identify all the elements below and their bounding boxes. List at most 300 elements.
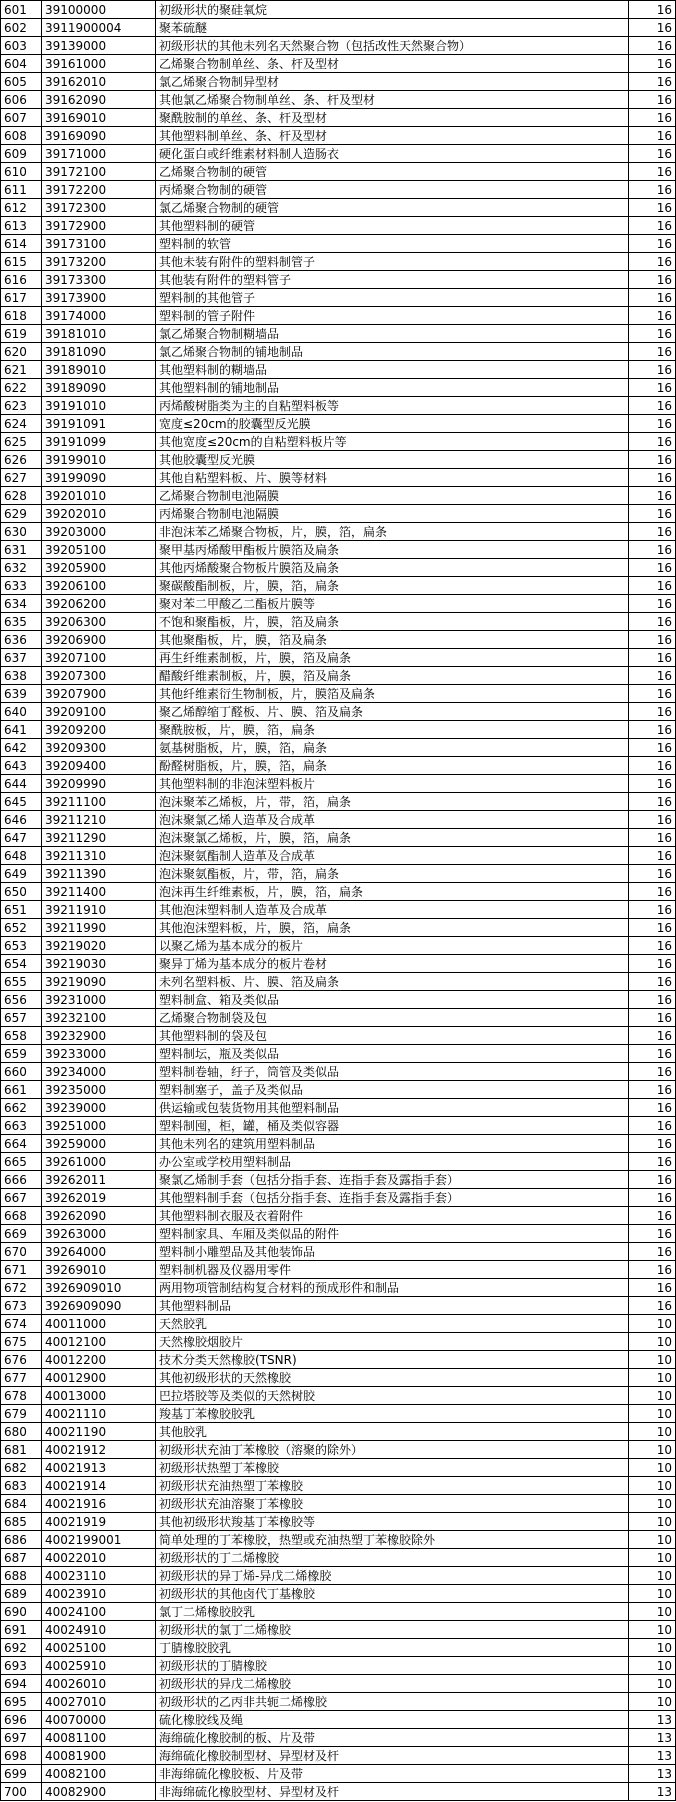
row-number-cell: 667	[1, 1189, 42, 1207]
row-number-cell: 626	[1, 451, 42, 469]
row-number-cell: 661	[1, 1081, 42, 1099]
row-number-cell: 635	[1, 613, 42, 631]
table-row	[1, 523, 676, 541]
table-row	[1, 127, 676, 145]
hs-code-cell: 40012100	[42, 1333, 156, 1351]
product-name-cell: 泡沫聚苯乙烯板，片，带，箔，扁条	[156, 793, 629, 811]
row-number-cell: 637	[1, 649, 42, 667]
hs-code-cell: 39209200	[42, 721, 156, 739]
product-name-cell: 非泡沫苯乙烯聚合物板，片，膜，箔，扁条	[156, 523, 629, 541]
hs-code-cell: 39235000	[42, 1081, 156, 1099]
table-row	[1, 973, 676, 991]
rate-cell: 16	[629, 397, 676, 415]
rate-cell: 16	[629, 703, 676, 721]
row-number-cell: 644	[1, 775, 42, 793]
hs-code-cell: 39173300	[42, 271, 156, 289]
rate-cell: 16	[629, 37, 676, 55]
table-row	[1, 847, 676, 865]
rate-cell: 16	[629, 1207, 676, 1225]
rate-cell: 13	[629, 1747, 676, 1765]
rate-cell: 16	[629, 775, 676, 793]
rate-cell: 10	[629, 1657, 676, 1675]
row-number-cell: 621	[1, 361, 42, 379]
row-number-cell: 607	[1, 109, 42, 127]
product-name-cell: 塑料制的管子附件	[156, 307, 629, 325]
table-row	[1, 1423, 676, 1441]
table-row	[1, 1675, 676, 1693]
product-name-cell: 天然橡胶烟胶片	[156, 1333, 629, 1351]
row-number-cell: 655	[1, 973, 42, 991]
rate-cell: 16	[629, 109, 676, 127]
table-row	[1, 1315, 676, 1333]
table-row	[1, 1135, 676, 1153]
row-number-cell: 636	[1, 631, 42, 649]
hs-code-cell: 39207100	[42, 649, 156, 667]
rate-cell: 10	[629, 1675, 676, 1693]
row-number-cell: 620	[1, 343, 42, 361]
table-row	[1, 1153, 676, 1171]
product-name-cell: 宽度≤20cm的胶囊型反光膜	[156, 415, 629, 433]
hs-code-cell: 40021913	[42, 1459, 156, 1477]
row-number-cell: 649	[1, 865, 42, 883]
rate-cell: 10	[629, 1693, 676, 1711]
rate-cell: 16	[629, 991, 676, 1009]
row-number-cell: 608	[1, 127, 42, 145]
rate-cell: 16	[629, 739, 676, 757]
product-name-cell: 塑料制盒、箱及类似品	[156, 991, 629, 1009]
table-row	[1, 163, 676, 181]
rate-cell: 16	[629, 541, 676, 559]
row-number-cell: 698	[1, 1747, 42, 1765]
rate-cell: 16	[629, 1009, 676, 1027]
hs-code-cell: 39172900	[42, 217, 156, 235]
rate-cell: 10	[629, 1639, 676, 1657]
product-name-cell: 初级形状热塑丁苯橡胶	[156, 1459, 629, 1477]
row-number-cell: 659	[1, 1045, 42, 1063]
product-name-cell: 其他丙烯酸聚合物板片膜箔及扁条	[156, 559, 629, 577]
rate-cell: 10	[629, 1585, 676, 1603]
hs-code-cell: 40027010	[42, 1693, 156, 1711]
row-number-cell: 633	[1, 577, 42, 595]
table-row	[1, 1297, 676, 1315]
product-name-cell: 其他宽度≤20cm的自粘塑料板片等	[156, 433, 629, 451]
table-row	[1, 1351, 676, 1369]
hs-code-cell: 39189010	[42, 361, 156, 379]
product-name-cell: 塑料制的软管	[156, 235, 629, 253]
product-name-cell: 泡沫聚氯乙烯人造革及合成革	[156, 811, 629, 829]
rate-cell: 16	[629, 19, 676, 37]
hs-code-cell: 40012200	[42, 1351, 156, 1369]
row-number-cell: 651	[1, 901, 42, 919]
hs-code-cell: 39172300	[42, 199, 156, 217]
rate-cell: 16	[629, 487, 676, 505]
product-name-cell: 其他塑料制的糊墙品	[156, 361, 629, 379]
product-name-cell: 塑料制卷轴，纡子，筒管及类似品	[156, 1063, 629, 1081]
rate-cell: 10	[629, 1441, 676, 1459]
table-row	[1, 1747, 676, 1765]
table-row	[1, 1099, 676, 1117]
rate-cell: 10	[629, 1333, 676, 1351]
row-number-cell: 652	[1, 919, 42, 937]
product-name-cell: 塑料制塞子，盖子及类似品	[156, 1081, 629, 1099]
table-row	[1, 649, 676, 667]
product-name-cell: 聚对苯二甲酸乙二酯板片膜等	[156, 595, 629, 613]
hs-code-cell: 39209400	[42, 757, 156, 775]
rate-cell: 16	[629, 937, 676, 955]
row-number-cell: 668	[1, 1207, 42, 1225]
hs-code-cell: 39173200	[42, 253, 156, 271]
row-number-cell: 606	[1, 91, 42, 109]
rate-cell: 16	[629, 451, 676, 469]
table-row	[1, 433, 676, 451]
hs-code-cell: 39232100	[42, 1009, 156, 1027]
product-name-cell: 聚乙烯醇缩丁醛板、片、膜、箔及扁条	[156, 703, 629, 721]
hs-code-cell: 39233000	[42, 1045, 156, 1063]
rate-cell: 16	[629, 379, 676, 397]
rate-cell: 16	[629, 577, 676, 595]
rate-cell: 13	[629, 1711, 676, 1729]
row-number-cell: 690	[1, 1603, 42, 1621]
hs-code-cell: 39181090	[42, 343, 156, 361]
product-name-cell: 氨基树脂板，片，膜，箔，扁条	[156, 739, 629, 757]
table-row	[1, 1027, 676, 1045]
table-row	[1, 307, 676, 325]
hs-code-cell: 39261000	[42, 1153, 156, 1171]
table-row	[1, 739, 676, 757]
row-number-cell: 693	[1, 1657, 42, 1675]
table-row	[1, 1477, 676, 1495]
row-number-cell: 611	[1, 181, 42, 199]
table-row	[1, 919, 676, 937]
hs-code-cell: 39262011	[42, 1171, 156, 1189]
hs-code-cell: 39162090	[42, 91, 156, 109]
row-number-cell: 683	[1, 1477, 42, 1495]
table-row	[1, 775, 676, 793]
table-row	[1, 361, 676, 379]
hs-code-cell: 39172200	[42, 181, 156, 199]
hs-code-cell: 39234000	[42, 1063, 156, 1081]
row-number-cell: 685	[1, 1513, 42, 1531]
product-name-cell: 简单处理的丁苯橡胶，热塑或充油热塑丁苯橡胶除外	[156, 1531, 629, 1549]
row-number-cell: 694	[1, 1675, 42, 1693]
row-number-cell: 680	[1, 1423, 42, 1441]
hs-code-cell: 39211210	[42, 811, 156, 829]
rate-cell: 16	[629, 145, 676, 163]
product-name-cell: 聚酰胺制的单丝、条、杆及型材	[156, 109, 629, 127]
hs-code-cell: 40023110	[42, 1567, 156, 1585]
rate-cell: 16	[629, 1063, 676, 1081]
table-row	[1, 1729, 676, 1747]
hs-code-cell: 39232900	[42, 1027, 156, 1045]
rate-cell: 16	[629, 73, 676, 91]
table-row	[1, 541, 676, 559]
table-row	[1, 1063, 676, 1081]
hs-code-cell: 40021190	[42, 1423, 156, 1441]
table-row	[1, 1225, 676, 1243]
hs-code-cell: 39203000	[42, 523, 156, 541]
rate-cell: 16	[629, 55, 676, 73]
row-number-cell: 662	[1, 1099, 42, 1117]
row-number-cell: 689	[1, 1585, 42, 1603]
hs-code-cell: 39239000	[42, 1099, 156, 1117]
rate-cell: 16	[629, 865, 676, 883]
product-name-cell: 塑料制小雕塑品及其他装饰品	[156, 1243, 629, 1261]
rate-cell: 16	[629, 91, 676, 109]
row-number-cell: 654	[1, 955, 42, 973]
rate-cell: 16	[629, 559, 676, 577]
product-name-cell: 氯乙烯聚合物制糊墙品	[156, 325, 629, 343]
rate-cell: 16	[629, 361, 676, 379]
rate-cell: 16	[629, 613, 676, 631]
product-name-cell: 泡沫聚氯乙烯板，片，膜，箔，扁条	[156, 829, 629, 847]
rate-cell: 16	[629, 1135, 676, 1153]
hs-code-cell: 40021914	[42, 1477, 156, 1495]
hs-code-cell: 40021919	[42, 1513, 156, 1531]
table-row	[1, 1243, 676, 1261]
hs-code-cell: 39169090	[42, 127, 156, 145]
row-number-cell: 623	[1, 397, 42, 415]
rate-cell: 16	[629, 433, 676, 451]
rate-cell: 10	[629, 1387, 676, 1405]
table-row	[1, 793, 676, 811]
product-name-cell: 初级形状的氯丁二烯橡胶	[156, 1621, 629, 1639]
row-number-cell: 625	[1, 433, 42, 451]
product-name-cell: 其他塑料制手套（包括分指手套、连指手套及露指手套）	[156, 1189, 629, 1207]
rate-cell: 10	[629, 1603, 676, 1621]
rate-cell: 16	[629, 505, 676, 523]
product-name-cell: 乙烯聚合物制单丝、条、杆及型材	[156, 55, 629, 73]
product-name-cell: 塑料制坛，瓶及类似品	[156, 1045, 629, 1063]
hs-code-cell: 3911900004	[42, 19, 156, 37]
product-name-cell: 其他塑料制衣服及衣着附件	[156, 1207, 629, 1225]
hs-code-cell: 39251000	[42, 1117, 156, 1135]
rate-cell: 16	[629, 343, 676, 361]
product-name-cell: 塑料制家具、车厢及类似品的附件	[156, 1225, 629, 1243]
hs-code-cell: 39100000	[42, 1, 156, 19]
product-name-cell: 两用物项管制结构复合材料的预成形件和制品	[156, 1279, 629, 1297]
row-number-cell: 671	[1, 1261, 42, 1279]
table-row	[1, 1045, 676, 1063]
rate-cell: 10	[629, 1477, 676, 1495]
table-row	[1, 1711, 676, 1729]
row-number-cell: 634	[1, 595, 42, 613]
rate-cell: 10	[629, 1531, 676, 1549]
hs-code-cell: 39174000	[42, 307, 156, 325]
row-number-cell: 647	[1, 829, 42, 847]
table-row	[1, 1333, 676, 1351]
product-name-cell: 海绵硫化橡胶制型材、异型材及杆	[156, 1747, 629, 1765]
product-name-cell: 丙烯聚合物制的硬管	[156, 181, 629, 199]
hs-code-cell: 39209990	[42, 775, 156, 793]
rate-cell: 16	[629, 1099, 676, 1117]
table-row	[1, 181, 676, 199]
product-name-cell: 其他未装有附件的塑料制管子	[156, 253, 629, 271]
rate-cell: 16	[629, 523, 676, 541]
product-name-cell: 其他纤维素衍生物制板，片，膜箔及扁条	[156, 685, 629, 703]
table-row	[1, 829, 676, 847]
hs-code-cell: 39169010	[42, 109, 156, 127]
product-name-cell: 其他初级形状羧基丁苯橡胶等	[156, 1513, 629, 1531]
row-number-cell: 673	[1, 1297, 42, 1315]
product-name-cell: 硫化橡胶线及绳	[156, 1711, 629, 1729]
rate-cell: 16	[629, 1153, 676, 1171]
rate-cell: 16	[629, 415, 676, 433]
row-number-cell: 619	[1, 325, 42, 343]
row-number-cell: 601	[1, 1, 42, 19]
rate-cell: 16	[629, 235, 676, 253]
rate-cell: 16	[629, 595, 676, 613]
table-row	[1, 397, 676, 415]
row-number-cell: 696	[1, 1711, 42, 1729]
rate-cell: 10	[629, 1513, 676, 1531]
rate-cell: 16	[629, 307, 676, 325]
product-name-cell: 泡沫再生纤维素板，片，膜，箔，扁条	[156, 883, 629, 901]
rate-cell: 16	[629, 829, 676, 847]
table-row	[1, 1513, 676, 1531]
rate-cell: 16	[629, 1279, 676, 1297]
product-name-cell: 酚醛树脂板，片，膜，箔，扁条	[156, 757, 629, 775]
rate-cell: 16	[629, 1045, 676, 1063]
row-number-cell: 605	[1, 73, 42, 91]
product-name-cell: 非海绵硫化橡胶板、片及带	[156, 1765, 629, 1783]
hs-code-cell: 39207300	[42, 667, 156, 685]
row-number-cell: 617	[1, 289, 42, 307]
table-row	[1, 685, 676, 703]
table-row	[1, 937, 676, 955]
hs-code-cell: 39191010	[42, 397, 156, 415]
table-row	[1, 1657, 676, 1675]
hs-code-cell: 39162010	[42, 73, 156, 91]
table-row	[1, 1567, 676, 1585]
product-name-cell: 初级形状的其他卤代丁基橡胶	[156, 1585, 629, 1603]
row-number-cell: 615	[1, 253, 42, 271]
row-number-cell: 603	[1, 37, 42, 55]
hs-code-cell: 39201010	[42, 487, 156, 505]
table-row	[1, 667, 676, 685]
row-number-cell: 670	[1, 1243, 42, 1261]
rate-cell: 16	[629, 271, 676, 289]
row-number-cell: 700	[1, 1783, 42, 1801]
table-row	[1, 1531, 676, 1549]
table-row	[1, 1585, 676, 1603]
rate-cell: 16	[629, 163, 676, 181]
row-number-cell: 679	[1, 1405, 42, 1423]
table-row	[1, 487, 676, 505]
table-row	[1, 721, 676, 739]
row-number-cell: 674	[1, 1315, 42, 1333]
product-name-cell: 塑料制囤，柜，罐，桶及类似容器	[156, 1117, 629, 1135]
product-name-cell: 其他塑料制的非泡沫塑料板片	[156, 775, 629, 793]
rate-cell: 16	[629, 811, 676, 829]
row-number-cell: 602	[1, 19, 42, 37]
hs-code-cell: 3926909090	[42, 1297, 156, 1315]
table-row	[1, 235, 676, 253]
row-number-cell: 658	[1, 1027, 42, 1045]
product-name-cell: 办公室或学校用塑料制品	[156, 1153, 629, 1171]
rate-cell: 16	[629, 919, 676, 937]
rate-cell: 13	[629, 1729, 676, 1747]
hs-code-cell: 39191099	[42, 433, 156, 451]
product-name-cell: 不饱和聚酯板，片，膜，箔及扁条	[156, 613, 629, 631]
rate-cell: 10	[629, 1567, 676, 1585]
table-row	[1, 1459, 676, 1477]
table-row	[1, 631, 676, 649]
rate-cell: 16	[629, 127, 676, 145]
table-row	[1, 1207, 676, 1225]
rate-cell: 16	[629, 181, 676, 199]
product-name-cell: 丙烯聚合物制电池隔膜	[156, 505, 629, 523]
hs-code-cell: 3926909010	[42, 1279, 156, 1297]
rate-cell: 10	[629, 1495, 676, 1513]
row-number-cell: 675	[1, 1333, 42, 1351]
hs-code-cell: 39211400	[42, 883, 156, 901]
row-number-cell: 618	[1, 307, 42, 325]
row-number-cell: 699	[1, 1765, 42, 1783]
product-name-cell: 塑料制机器及仪器用零件	[156, 1261, 629, 1279]
rate-cell: 13	[629, 1783, 676, 1801]
product-name-cell: 供运输或包装货物用其他塑料制品	[156, 1099, 629, 1117]
table-row	[1, 577, 676, 595]
table-row	[1, 415, 676, 433]
product-name-cell: 非海绵硫化橡胶型材、异型材及杆	[156, 1783, 629, 1801]
product-name-cell: 氯丁二烯橡胶胶乳	[156, 1603, 629, 1621]
product-name-cell: 其他聚酯板，片，膜，箔及扁条	[156, 631, 629, 649]
rate-cell: 16	[629, 199, 676, 217]
row-number-cell: 657	[1, 1009, 42, 1027]
rate-cell: 10	[629, 1351, 676, 1369]
product-name-cell: 聚异丁烯为基本成分的板片卷材	[156, 955, 629, 973]
product-name-cell: 其他塑料制的袋及包	[156, 1027, 629, 1045]
table-row	[1, 1441, 676, 1459]
product-name-cell: 再生纤维素制板，片，膜，箔及扁条	[156, 649, 629, 667]
hs-code-cell: 39263000	[42, 1225, 156, 1243]
row-number-cell: 609	[1, 145, 42, 163]
row-number-cell: 643	[1, 757, 42, 775]
hs-code-cell: 39211910	[42, 901, 156, 919]
rate-cell: 16	[629, 721, 676, 739]
table-row	[1, 613, 676, 631]
product-name-cell: 其他自粘塑料板、片、膜等材料	[156, 469, 629, 487]
rate-cell: 13	[629, 1765, 676, 1783]
table-row	[1, 55, 676, 73]
rate-cell: 16	[629, 649, 676, 667]
row-number-cell: 613	[1, 217, 42, 235]
table-row	[1, 469, 676, 487]
rate-cell: 16	[629, 1171, 676, 1189]
hs-code-cell: 39189090	[42, 379, 156, 397]
table-row	[1, 1603, 676, 1621]
hs-code-cell: 40025100	[42, 1639, 156, 1657]
hs-code-cell: 39173100	[42, 235, 156, 253]
rate-cell: 16	[629, 1297, 676, 1315]
hs-code-cell: 39211390	[42, 865, 156, 883]
row-number-cell: 622	[1, 379, 42, 397]
table-row	[1, 1495, 676, 1513]
product-name-cell: 其他氯乙烯聚合物制单丝、条、杆及型材	[156, 91, 629, 109]
hs-code-cell: 39191091	[42, 415, 156, 433]
product-name-cell: 泡沫聚氨酯板，片，带，箔，扁条	[156, 865, 629, 883]
hs-code-cell: 39161000	[42, 55, 156, 73]
hs-code-cell: 39262090	[42, 1207, 156, 1225]
row-number-cell: 682	[1, 1459, 42, 1477]
product-name-cell: 初级形状的乙丙非共轭二烯橡胶	[156, 1693, 629, 1711]
product-name-cell: 聚苯硫醚	[156, 19, 629, 37]
rate-cell: 16	[629, 901, 676, 919]
rate-cell: 10	[629, 1405, 676, 1423]
hs-code-cell: 40082900	[42, 1783, 156, 1801]
row-number-cell: 638	[1, 667, 42, 685]
rate-cell: 16	[629, 325, 676, 343]
